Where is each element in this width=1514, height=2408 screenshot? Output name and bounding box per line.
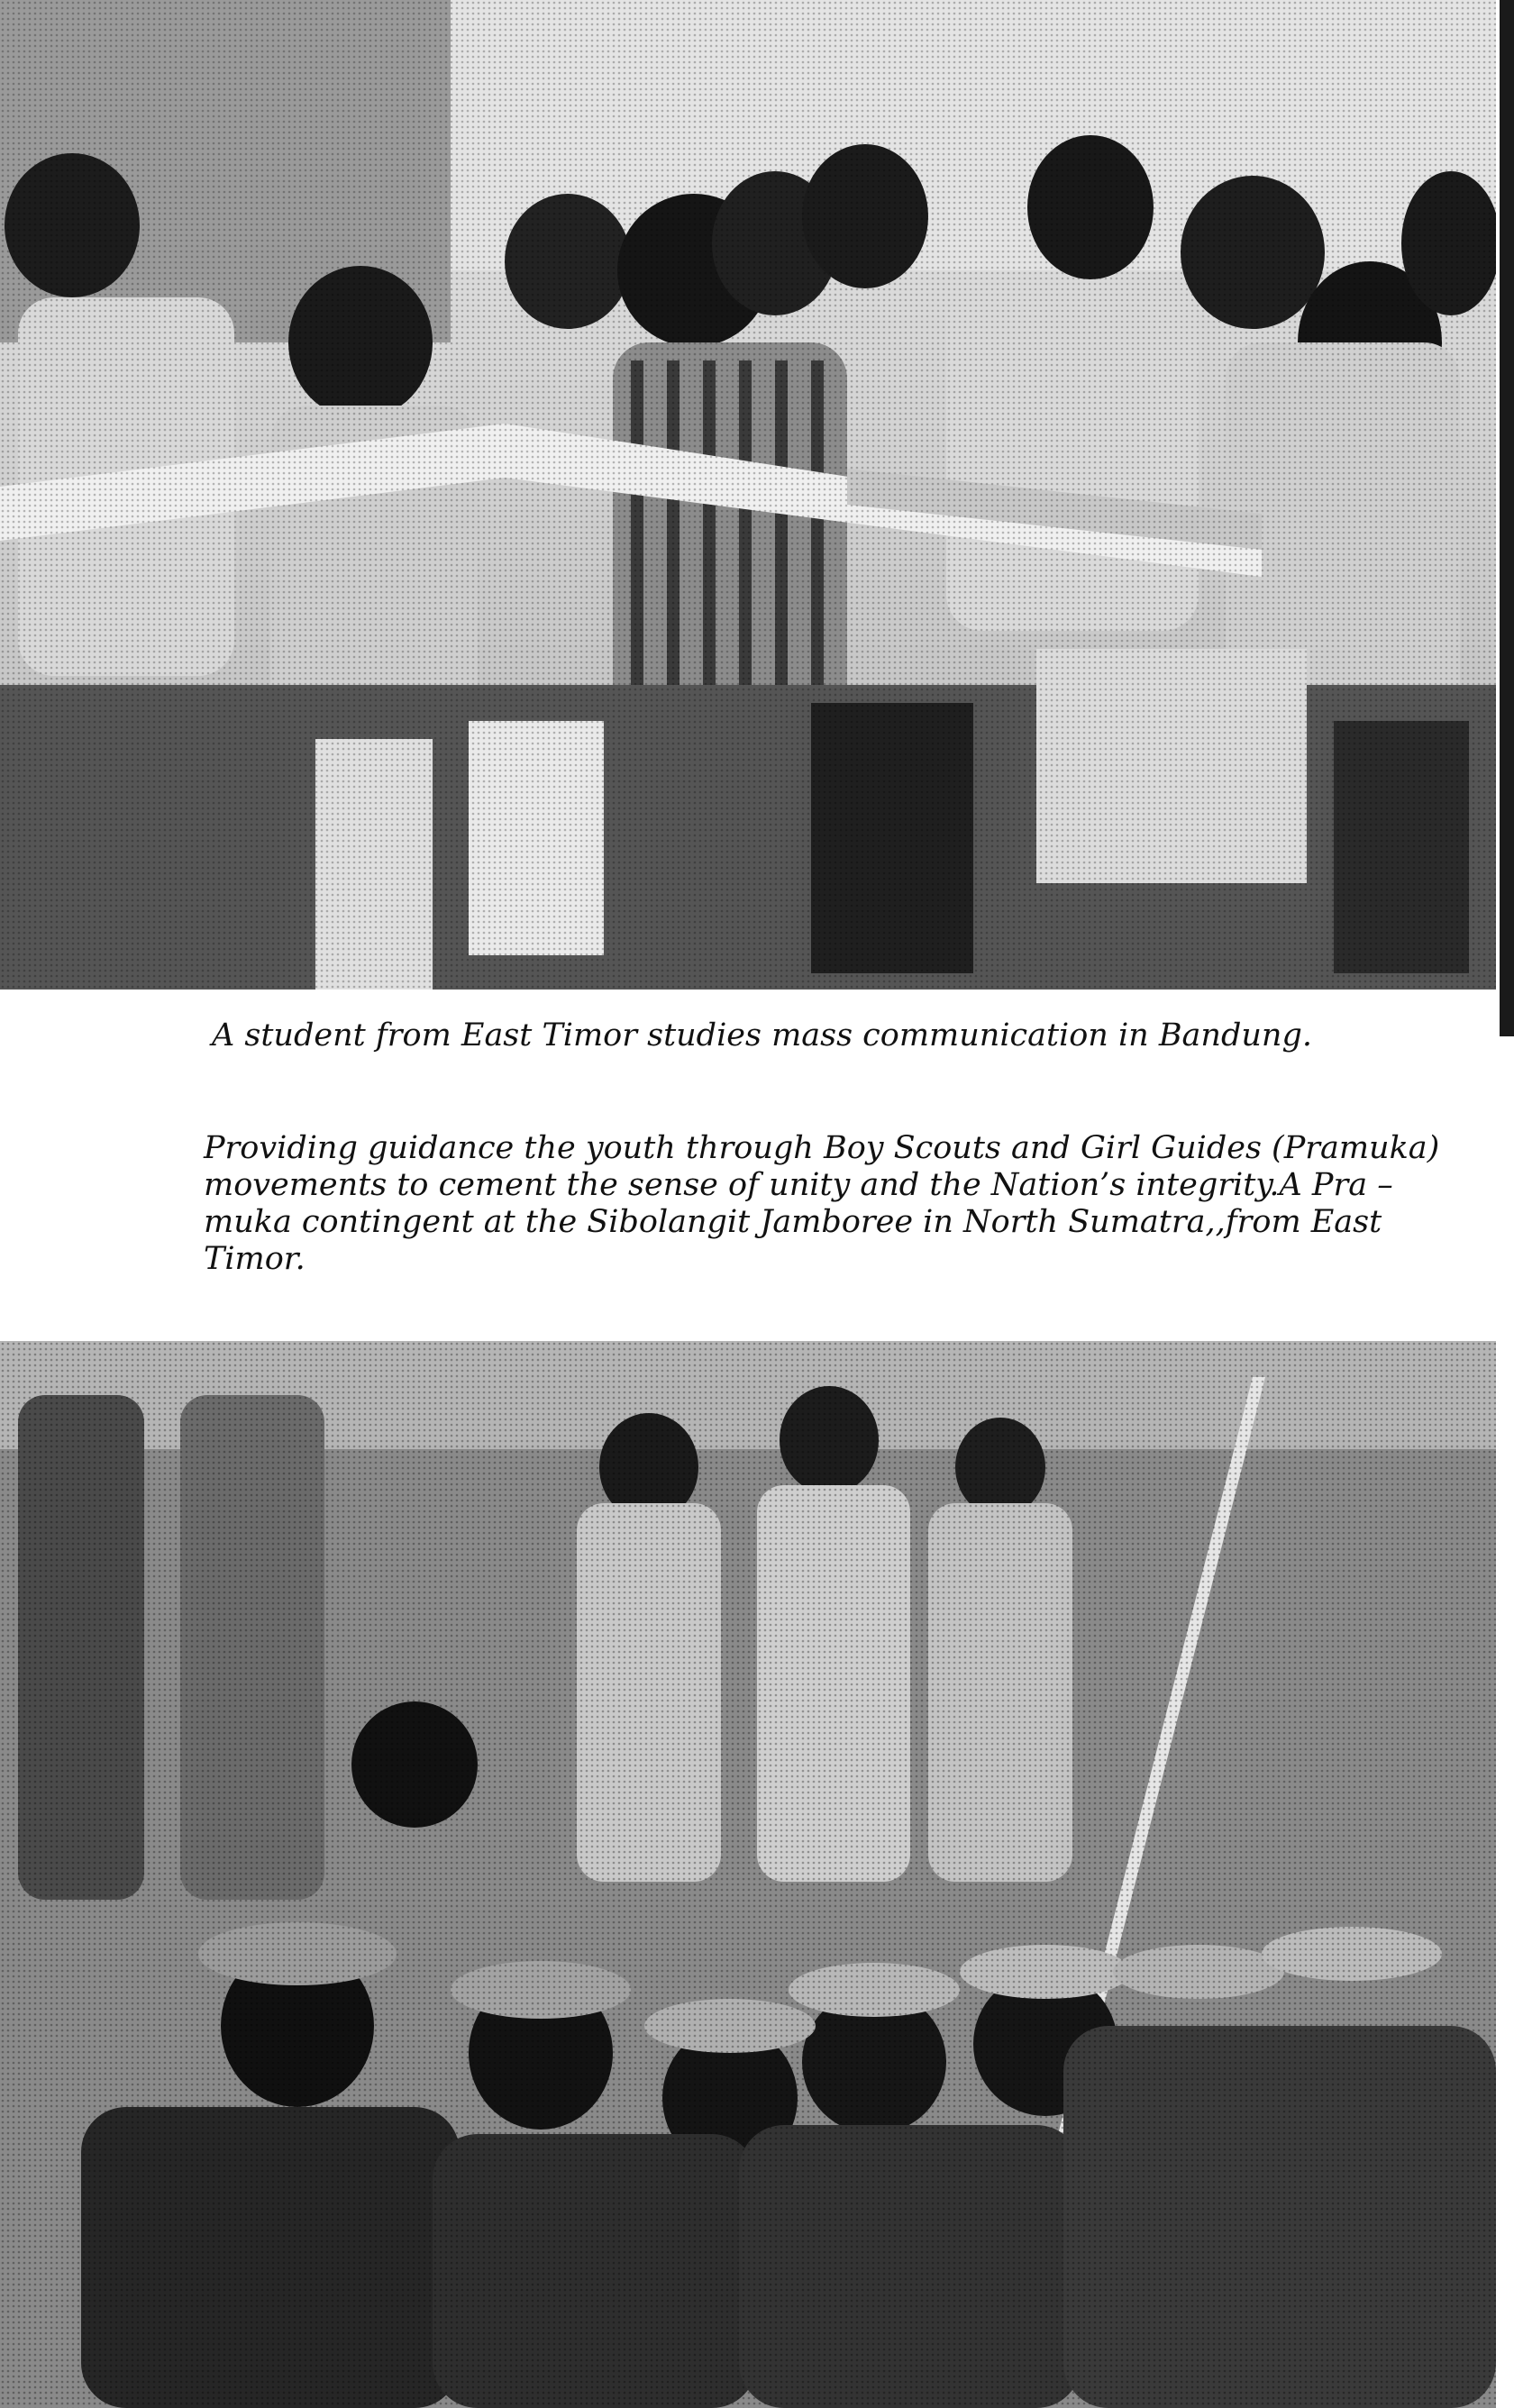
caption-classroom: A student from East Timor studies mass communication in Bandung. (212, 1017, 1312, 1054)
caption-scouts-line: muka contingent at the Sibolangit Jamboree in North Sumatra,,from East (204, 1204, 1382, 1240)
scouts-photo (0, 1341, 1496, 2408)
scouts-photo-drawing (0, 1341, 1496, 2408)
caption-scouts-line: Timor. (204, 1241, 306, 1277)
scan-edge (1500, 0, 1514, 1036)
caption-scouts-line: movements to cement the sense of unity and the Nation’s integrity.A Pra – (204, 1167, 1393, 1203)
classroom-photo-drawing (0, 0, 1496, 990)
caption-scouts (204, 1130, 1440, 1278)
classroom-photo (0, 0, 1496, 990)
caption-scouts-line: Providing guidance the youth through Boy Scouts and Girl Guides (Pramuka) (204, 1130, 1440, 1166)
